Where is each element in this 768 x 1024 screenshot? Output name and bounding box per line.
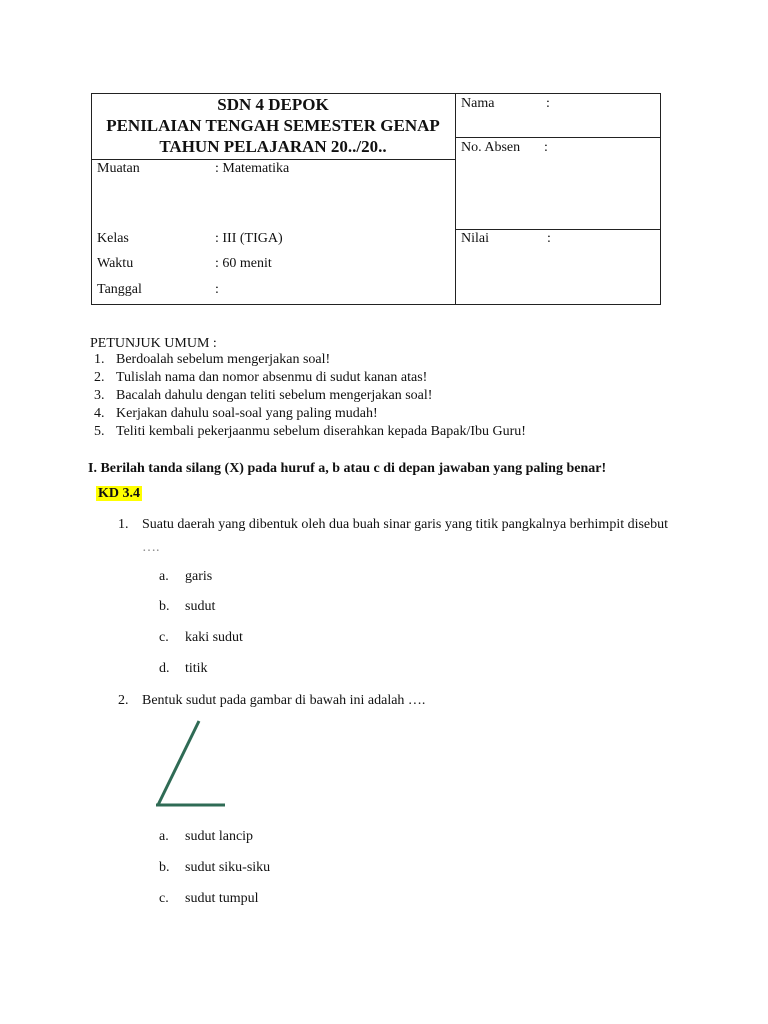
- option-text: sudut tumpul: [185, 891, 259, 906]
- option-text: kaki sudut: [185, 630, 243, 645]
- instruction-num: 1.: [94, 352, 105, 367]
- exam-title: PENILAIAN TENGAH SEMESTER GENAP: [106, 116, 440, 135]
- instruction-text: Kerjakan dahulu soal-soal yang paling mudah!: [116, 406, 378, 421]
- field-value: :: [547, 231, 551, 246]
- field-label: Nilai: [461, 231, 489, 246]
- option-letter: a.: [159, 569, 169, 584]
- section-title: I. Berilah tanda silang (X) pada huruf a, b atau c di depan jawaban yang paling benar!: [88, 461, 607, 476]
- question-num: 2.: [118, 693, 129, 708]
- option-letter: b.: [159, 860, 170, 875]
- question-continuation: ….: [142, 540, 160, 555]
- school-name: SDN 4 DEPOK: [217, 95, 329, 114]
- question-text: Bentuk sudut pada gambar di bawah ini adalah ….: [142, 693, 426, 708]
- instruction-text: Berdoalah sebelum mengerjakan soal!: [116, 352, 331, 367]
- instruction-num: 5.: [94, 424, 105, 439]
- field-value: :: [546, 96, 550, 111]
- option-text: sudut lancip: [185, 829, 254, 844]
- field-label: Nama: [461, 96, 495, 111]
- field-label: Waktu: [97, 256, 134, 271]
- option-text: sudut: [185, 599, 216, 614]
- field-label: Muatan: [97, 161, 140, 176]
- option-letter: d.: [159, 661, 170, 676]
- kd-label: KD 3.4: [98, 486, 140, 501]
- option-text: titik: [185, 661, 208, 676]
- field-value: : Matematika: [215, 161, 290, 176]
- instruction-text: Tulislah nama dan nomor absenmu di sudut kanan atas!: [116, 370, 428, 385]
- field-label: Kelas: [97, 231, 129, 246]
- acute-angle-figure: [150, 715, 230, 810]
- instruction-text: Teliti kembali pekerjaanmu sebelum diserahkan kepada Bapak/Ibu Guru!: [116, 424, 526, 439]
- field-label: No. Absen: [461, 140, 521, 155]
- option-text: garis: [185, 569, 213, 584]
- instruction-num: 4.: [94, 406, 105, 421]
- field-label: Tanggal: [97, 282, 142, 297]
- option-letter: c.: [159, 630, 169, 645]
- instruction-num: 3.: [94, 388, 105, 403]
- option-letter: b.: [159, 599, 170, 614]
- field-value: : 60 menit: [215, 256, 272, 271]
- school-year: TAHUN PELAJARAN 20../20..: [159, 137, 387, 156]
- option-text: sudut siku-siku: [185, 860, 271, 875]
- instruction-num: 2.: [94, 370, 105, 385]
- field-value: :: [544, 140, 548, 155]
- option-letter: c.: [159, 891, 169, 906]
- field-value: :: [215, 282, 219, 297]
- question-num: 1.: [118, 517, 129, 532]
- question-text: Suatu daerah yang dibentuk oleh dua buah sinar garis yang titik pangkalnya berhimpit disebut: [142, 517, 669, 532]
- field-value: : III (TIGA): [215, 231, 283, 246]
- instruction-text: Bacalah dahulu dengan teliti sebelum mengerjakan soal!: [116, 388, 433, 403]
- instructions-title: PETUNJUK UMUM :: [90, 336, 217, 351]
- option-letter: a.: [159, 829, 169, 844]
